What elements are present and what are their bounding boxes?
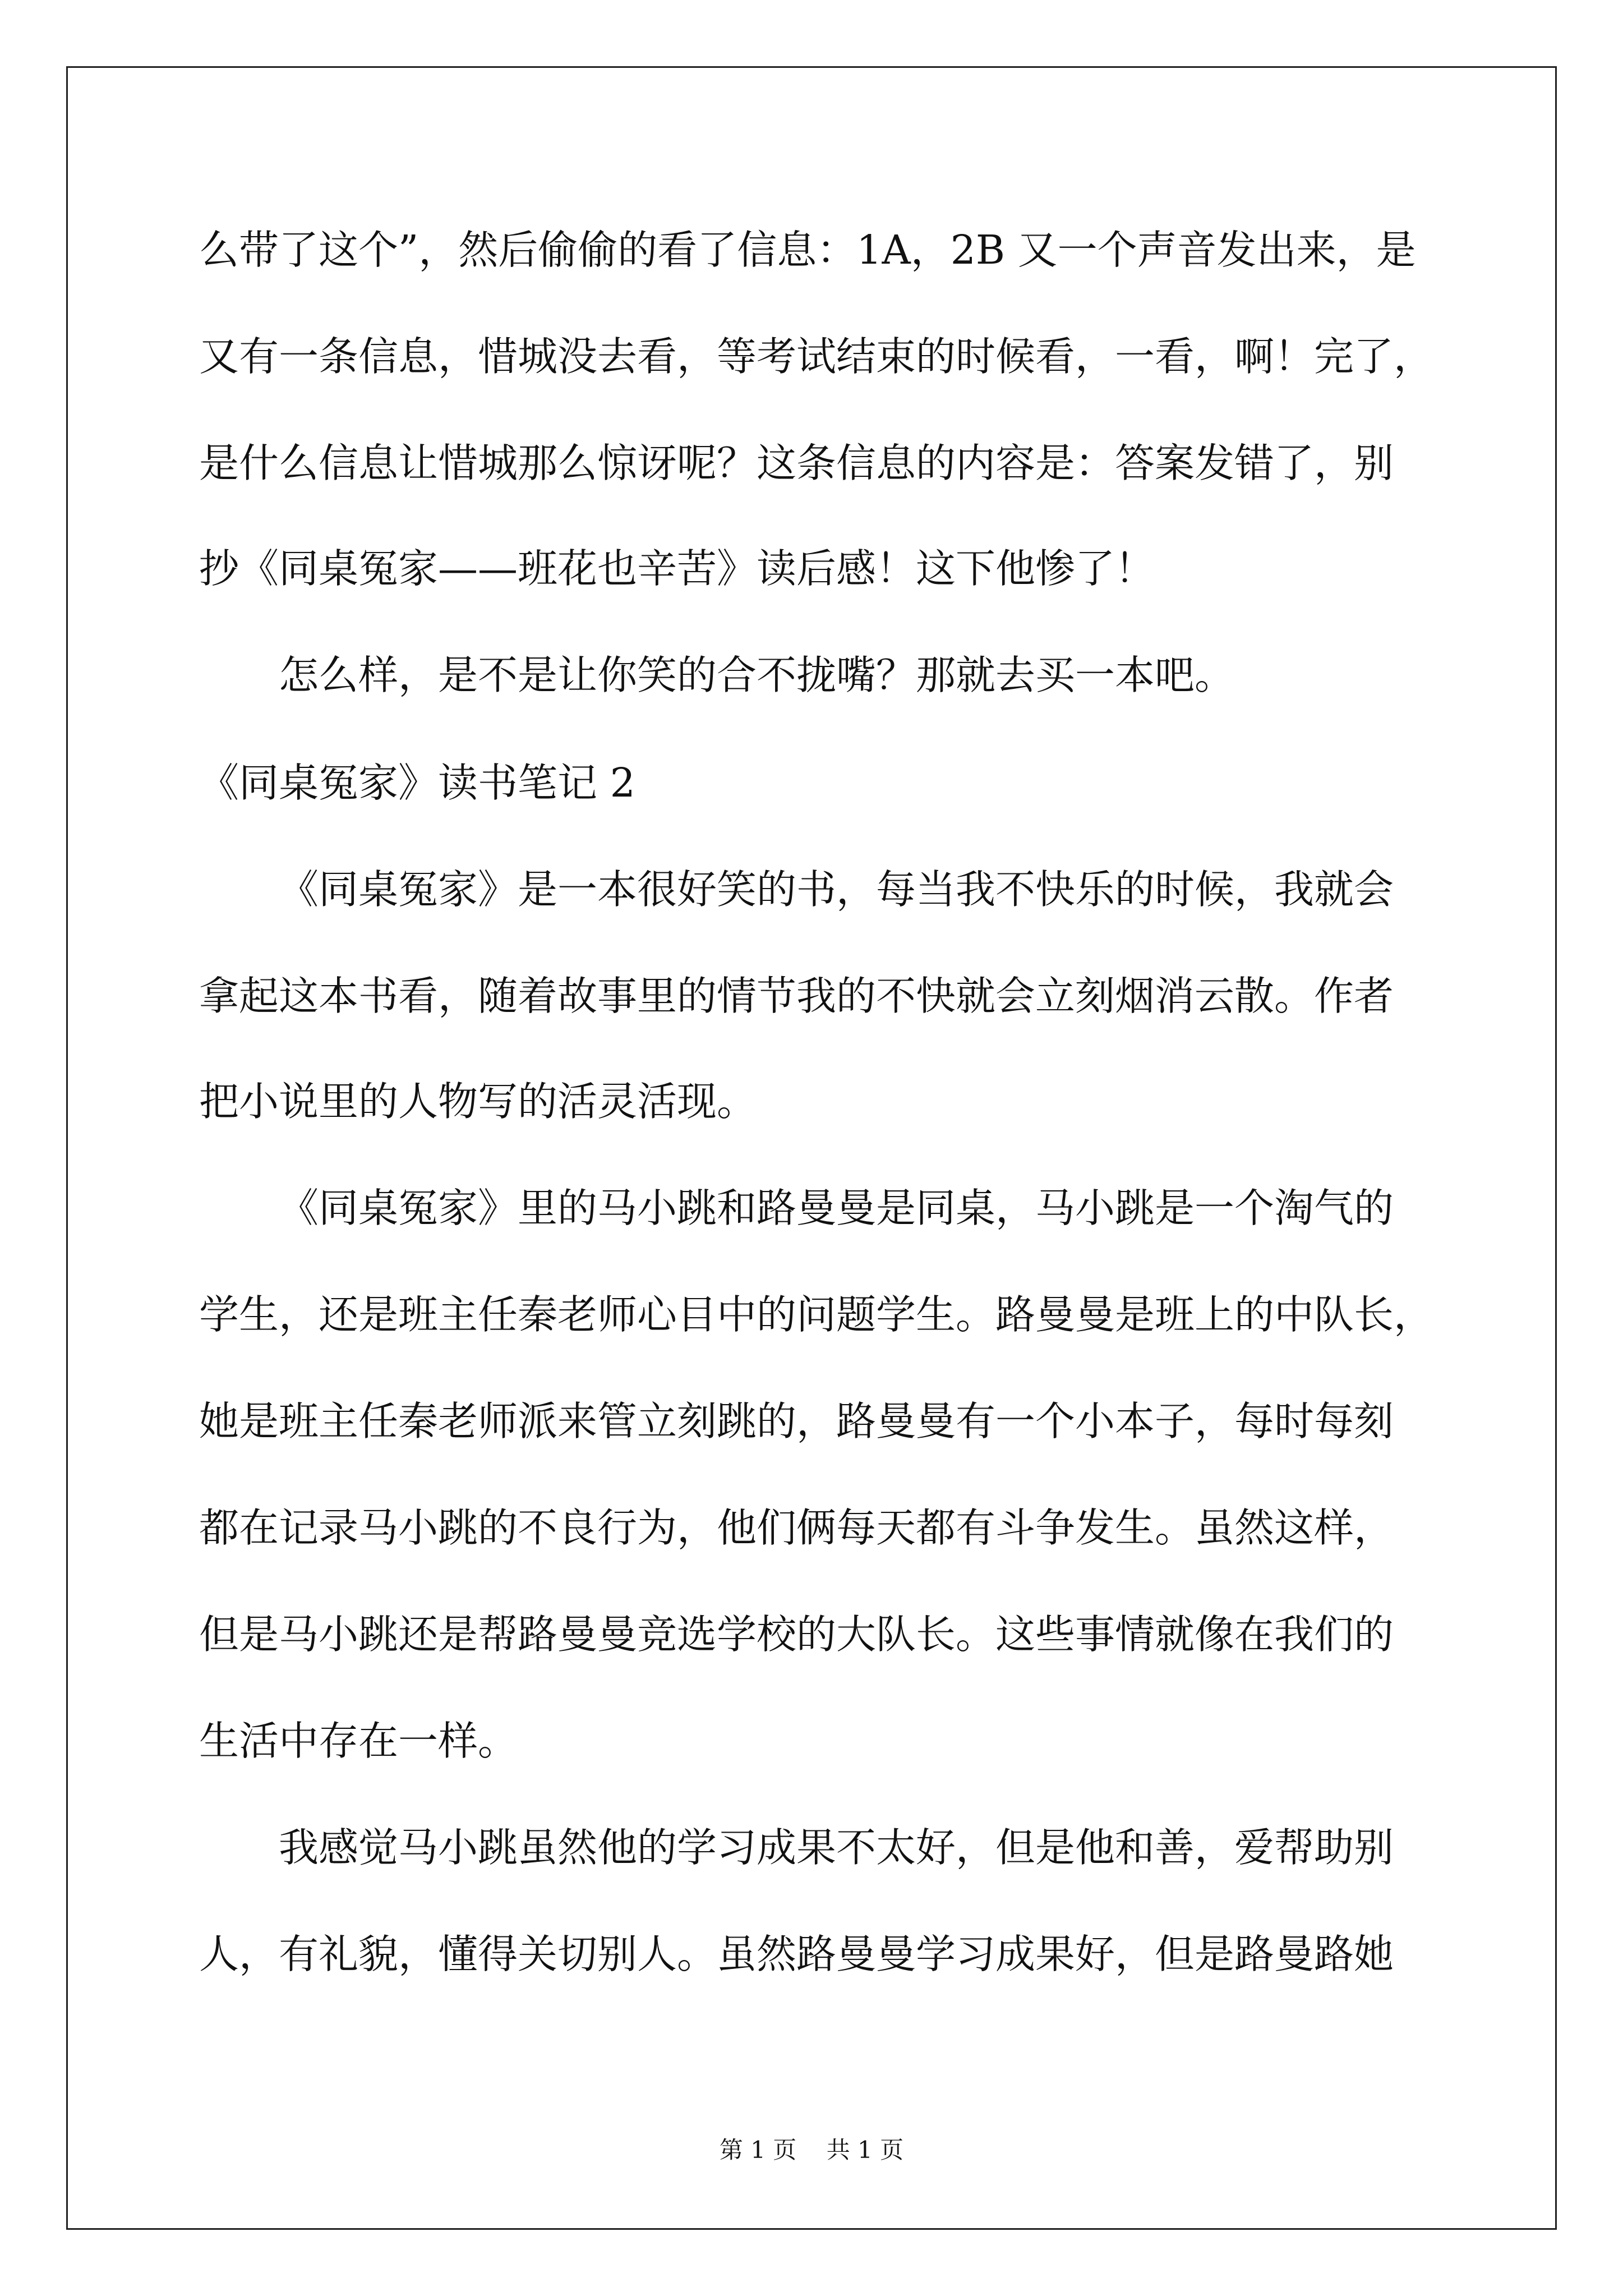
page-border — [66, 66, 1557, 2230]
paragraph-line: 怎么样，是不是让你笑的合不拢嘴？那就去买一本吧。 — [279, 652, 1235, 698]
paragraph-line: 学生，还是班主任秦老师心目中的问题学生。路曼曼是班上的中队长， — [199, 1291, 1434, 1338]
page-footer: 第 1 页 共 1 页 — [719, 2136, 904, 2164]
paragraph-line: 人，有礼貌，懂得关切别人。虽然路曼曼学习成果好，但是路曼路她 — [199, 1931, 1394, 1977]
section-heading: 《同桌冤家》读书笔记 2 — [199, 760, 635, 806]
paragraph-line: 但是马小跳还是帮路曼曼竞选学校的大队长。这些事情就像在我们的 — [199, 1611, 1394, 1658]
paragraph-line: 又有一条信息，惜城没去看，等考试结束的时候看，一看，啊！完了， — [199, 333, 1434, 380]
paragraph-line: 我感觉马小跳虽然他的学习成果不太好，但是他和善，爱帮助别 — [279, 1824, 1394, 1871]
paragraph-line: 抄《同桌冤家——班花也辛苦》读后感！这下他惨了！ — [199, 545, 1155, 592]
paragraph-line: 是什么信息让惜城那么惊讶呢？这条信息的内容是：答案发错了，别 — [199, 440, 1394, 486]
paragraph-line: 《同桌冤家》里的马小跳和路曼曼是同桌，马小跳是一个淘气的 — [279, 1185, 1394, 1231]
paragraph-line: 把小说里的人物写的活灵活现。 — [199, 1078, 757, 1125]
paragraph-line: 《同桌冤家》是一本很好笑的书，每当我不快乐的时候，我就会 — [279, 866, 1394, 913]
paragraph-line: 她是班主任秦老师派来管立刻跳的，路曼曼有一个小本子，每时每刻 — [199, 1398, 1394, 1444]
paragraph-line: 拿起这本书看，随着故事里的情节我的不快就会立刻烟消云散。作者 — [199, 973, 1394, 1019]
paragraph-line: 生活中存在一样。 — [199, 1718, 518, 1764]
paragraph-line: 都在记录马小跳的不良行为，他们俩每天都有斗争发生。虽然这样， — [199, 1504, 1394, 1551]
paragraph-line: 么带了这个”，然后偷偷的看了信息：1A，2B 又一个声音发出来，是 — [199, 227, 1416, 273]
